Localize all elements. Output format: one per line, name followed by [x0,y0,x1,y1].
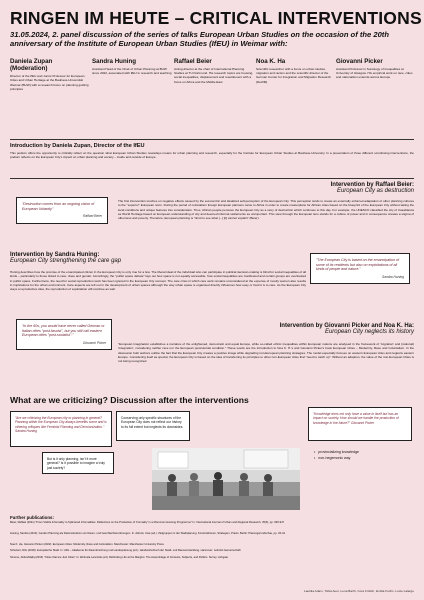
poster-subtitle: 31.05.2024, 2. panel discussion of the series of talks European Urban Studies on the occasion of the 20th anniversary of the Institute of European Urban Studies (IfEU) in Weimar with: [10,30,389,49]
references-title: Further publications: [10,515,54,520]
picker-ha-heading: Intervention by Giovanni Picker and Noa K. Ha: [279,323,414,329]
panelist-description: Acting director at the chair of International Planning Studies at TU Dortmund. His research topics are housing, social inequalities, displacement and resettlement with a focus on Africa and the Middle East [174,67,254,84]
beier-subheading: European City as destruction [336,188,414,194]
panelist-name: Raffael Beier [174,58,212,65]
bullet-item: • non-hegemonic way [314,456,359,460]
authors-line: Laetitia Adam, Tobia Auer, Lena Barth, Cora Frölich, Emilia Fuchs, Lucie Lalarge [303,589,414,593]
quote-author: Giovanni Picker [82,341,106,346]
panelist-ha [256,58,336,84]
quote-author: Sandra Huning [382,275,404,280]
intro-heading: Introduction by Daniela Zupan, Director of the IfEU [10,143,145,149]
critique-quote-picker: "Knowledge does not only have a value in itself but has an impact on society. How should we handle the production of knowledge in the future?" Giovanni Picker [308,407,412,441]
quote-text: "Destruction comes from an ongoing vision of European Urbanity" [22,202,95,211]
panelist-picker [336,58,414,80]
picker-quote [16,319,112,350]
critique-title: What are we criticizing? Discussion after the interventions [10,395,249,405]
quote-text: "In the 60s, you would have never called German or Italian cities "post-fascist", but you still call eastern European cities "post-socialist"." [22,324,105,338]
reference-item: Noa K. Ha, Giovanni Picker (2022): European Cities: Modernity, Race and Colonialism. Manchester: Manchester University Press [10,543,164,546]
panelist-description: Assistant Professor in Sociology of Inequalities at University of Glasgow. His empirical work on race, cities and nationalism extends across Europe [336,67,413,80]
quote-text: "The European City is based on the emancipation of some of its residents but also on exploitations of all kinds of people and nature." [316,258,399,272]
beier-heading: Intervention by Raffael Beier: [330,182,414,188]
huning-section-heading [10,252,121,264]
huning-heading: Intervention by Sandra Huning: [10,252,100,258]
bullet-item: • provincializing knowledge [314,450,359,454]
divider [10,139,414,140]
panelist-name: Noa K. Ha [256,58,286,65]
panelist-description: Director of the IfEU and Junior Professor for European Cities and Urban Heritage at the Bauhaus-Universität Weimar (BUW) with a research focus on planning guiding principles [10,74,89,91]
panelist-description: Assistant Head of the Chair of Urban Planning at BUW since 2022, associated with IfEU in research and teaching [92,67,172,76]
reference-item: Beier, Raffael (2021) "From Visible Informality to Splintered Informalities: Reflections on the Production of 'Formality' in a Moroccan Housing Programme" In: International Journal of Urban and Regional Research, 45(6), pp. 936-947 [10,521,285,524]
panelist-beier [174,58,254,84]
panelist-name: Daniela Zupan (Moderation) [10,58,53,73]
discussion-photo [152,448,300,510]
huning-text: Huning describes how the promise of the emancipated citizen in the European City is only true for a few. The liberal ideal of the individual who can participate in political decision-making is blind for social inequalities of all kinds – particularly to those linked to race, class and gender. Accordingly, the "public space debate" lays out how space is not equally accessible, how social inequalities are manifested and certain groups are overlooked in public space. Furthermore, the need for social reproduction work has been ignored in the European City concept. The care crisis in which care work remains unconsidered at the expense of mostly women also results in implications for the urban environment. Care aspects are left out in the development of urban spaces although the way urban space is organised directly influences how easy or hard it is to care. As the European City stays a reproductive idea, the reproduction of exploitation will continue as well. [10,270,306,292]
panelist-zupan [10,58,90,91]
panelist-description: Scientific researcher with a focus on urban studies, migration and racism and the scientific director of the German Center for Integration and Migration Research (DeZIM) [256,67,331,84]
panelist-name: Giovanni Picker [336,58,383,65]
picker-ha-section-heading [280,323,414,335]
poster-title: RINGEN IM HEUTE – CRITICAL INTERVENTIONS [10,8,422,28]
intro-text: This podium offers the opportunity to critically reflect on the question what European Urban Studies nowadays means for urban planning and research, especially for the Institute for European Urban Studies at Bauhaus-University. In a presentation of three different scrutinising interventions, the podium reflects on the European City's impact on urban planning and society – inside and outside of Europe. [10,151,414,160]
reference-item: Simone, AbdouMaliq (2016) "Cities that are Just Cities" in: Wolmela Lanciotte (ed.) Rethinking Life at the Margins: The Assemblage of Contexts, Subjects, and Politics. Surrey: Ashgate [10,556,228,559]
quote-author: Raffael Beier [82,214,102,219]
critique-question-box: But is it only planning, isn't it more general? Is it possible to imagine a truly just society? [42,452,114,474]
huning-quote [310,253,410,284]
critique-bullet-list [310,448,359,462]
beier-quote [16,197,108,224]
panelist-name: Sandra Huning [92,58,137,65]
divider [10,178,414,179]
reference-item: Huning, Sandra (2014): Gender Planning als Dekonstruktion von Raum- und Geschlechterordnungen. In: Altrock, Uwe (ed.): Zielgruppen in der Stadtplanung. Konstruktionen, Strategien, Praxis. Berlin: Planungsrundschau, pp. 26-44 [10,532,286,535]
reference-item: Schubert, Dirk (2018): Europäische Stadt. In: ARL – Akademie für Raumforschung und Landesplanung (ed.): Handwörterbuch der Stadt- und Raumentwicklung. Hannover: Leibnitz-Gemeinschaft [10,549,241,552]
critique-conservation-box: Conserving only specific structures of the European City does not reflect our history to its full extent but neglects its downsides. [116,411,190,441]
picker-ha-text: "European imagination establishes a narrative of the enlightened, democratic and equal Europe, while so-called ethnic inequalities within European nations are analysed in the framework of 'migration' and (national) 'integration', considering neither race nor the European postcolonial condition." These words are the introduction to Noa K. H.'s and Giovanni Picker's book European Cities – Modernity, Race and Colonialism. In the discussion both authors outline the fact that the European City creates a positive image while degrading non-European planning strategies. The model especially focuses on western European cities and neglects eastern Europe. Considering itself as special, the European City is based on the idea of transferring its principles to other non-European cities that "need to catch up". Without an adaption, the value of the non-European Cities is not being recognized. [118,342,414,364]
beier-text: The first intervention touches on negative effects caused by the eurocentric and idealized self-perception of the European City. This perception tends to create an externally enforced adaptation of other planning cultures to the "superior" European norm. During the period of colonialism foreign European planners came to Africa in order to create masterplans for African cities based on the blueprint of the European City without taking the local conditions and unique features into consideration. Thus, African people perceive the European City as a story of destruction which continues to this day. For example, the UNESCO classified the city of Casablanca as World Heritage based on European understanding of city and deemed informal settlements as unimportant. This view through the European lens stands for a culture of power and in consequence creates a stigma of otherness and poverty. Therefore, European planning is "timid to see what [...] [it] cannot explain" (Beier). [118,199,414,221]
huning-subheading: European City strengthening the care gap [10,258,122,264]
beier-section-heading [331,182,414,194]
picker-ha-subheading: European City neglects its history [324,329,414,335]
panelist-huning [92,58,172,75]
critique-quote-huning: "Are we criticizing the European city or planning in general? Planning within the European City always benefits some and is othering critiques like Feminist Planning and Decolonization." Sandra Huning [10,411,112,447]
